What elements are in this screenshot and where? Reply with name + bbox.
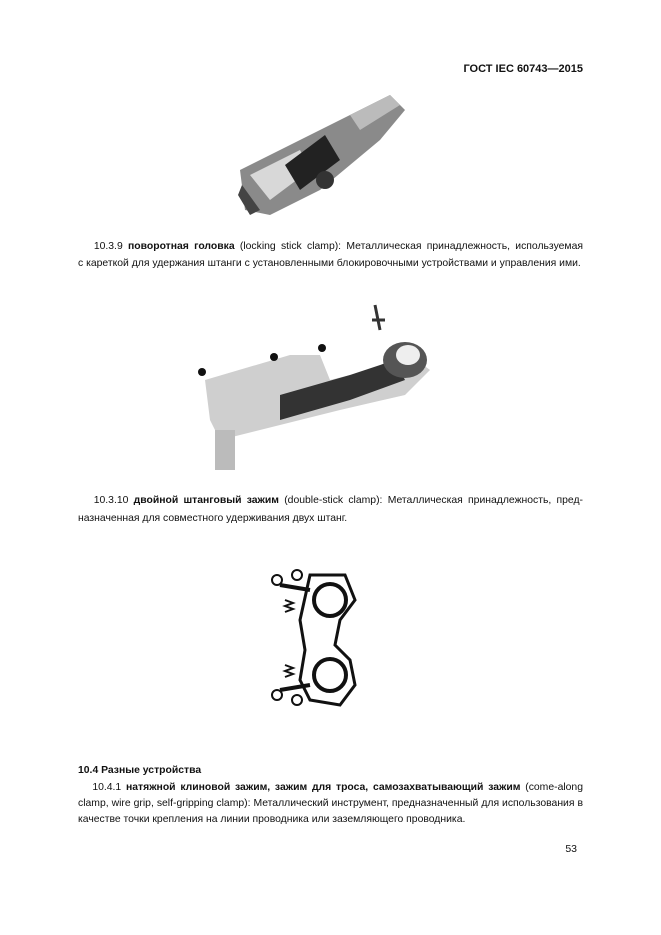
- section-heading: 10.4 Разные устройства: [78, 765, 202, 776]
- item-10-4-1-line1: 10.4.1 натяжной клиновой зажим, зажим для троса, самозахватывающий зажим (come-along: [92, 782, 583, 793]
- item-10-4-1-line3: качестве точки крепления на линии проводника или заземляющего проводника.: [78, 814, 466, 825]
- page-number: 53: [565, 843, 577, 855]
- document-header: ГОСТ IEC 60743—2015: [463, 63, 583, 75]
- figure-double-stick-clamp: [265, 560, 375, 720]
- item-10-3-10-line1: 10.3.10 двойной штанговый зажим (double-stick clamp): Металлическая принадлежность, пред-: [93, 495, 584, 506]
- figure-locking-stick-clamp: [230, 90, 410, 225]
- item-10-4-1-line2: clamp, wire grip, self-gripping clamp): Металлический инструмент, предназначенный для использования в: [78, 798, 583, 809]
- item-10-3-9-line2: с кареткой для удержания штанги с установленными блокировочными устройствами и управления ими.: [78, 258, 581, 269]
- item-10-3-10-line2: назначенная для совместного удерживания двух штанг.: [78, 513, 348, 524]
- item-10-3-9-line1: 10.3.9 поворотная головка (locking stick clamp): Металлическая принадлежность, используемая: [93, 241, 583, 252]
- figure-locking-stick-head: [190, 300, 450, 480]
